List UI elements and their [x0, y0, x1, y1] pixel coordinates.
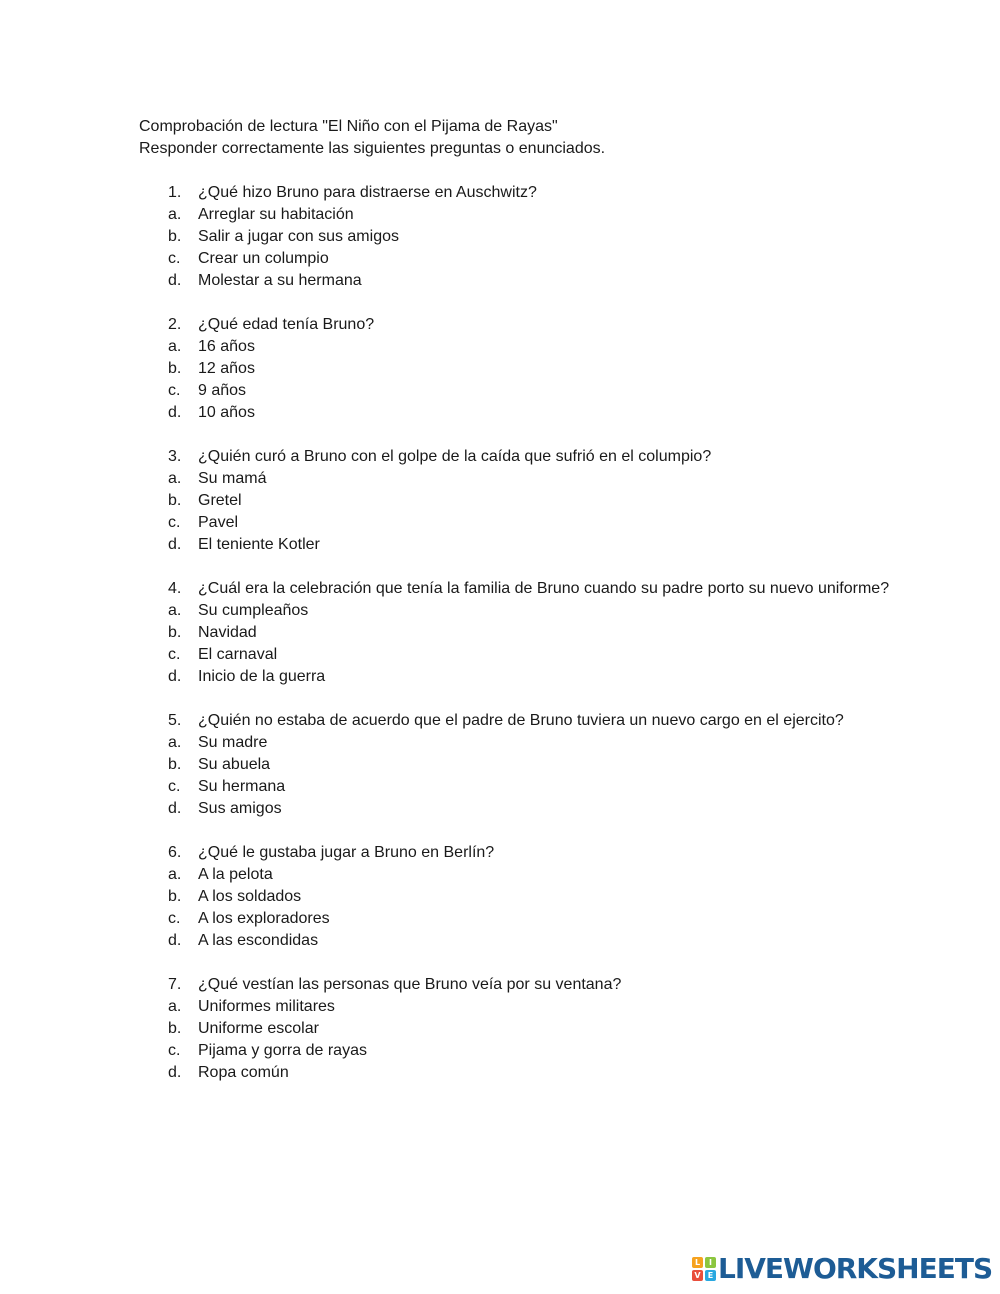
- question-block: [139, 314, 899, 424]
- question-number: 2.: [168, 316, 182, 333]
- option-letter: b.: [168, 624, 182, 641]
- option-text: Su madre: [198, 734, 268, 751]
- answer-option[interactable]: [139, 402, 899, 424]
- option-text: Su abuela: [198, 756, 271, 773]
- answer-option[interactable]: [139, 248, 899, 270]
- option-text: Molestar a su hermana: [198, 272, 362, 289]
- question-number: 4.: [168, 580, 182, 597]
- option-text: Su cumpleaños: [198, 602, 309, 619]
- answer-option[interactable]: [139, 380, 899, 402]
- question-number: 5.: [168, 712, 182, 729]
- option-text: Navidad: [198, 624, 257, 641]
- question-row: [139, 710, 899, 732]
- answer-option[interactable]: [139, 644, 899, 666]
- question-number: 3.: [168, 448, 182, 465]
- option-text: Pijama y gorra de rayas: [198, 1042, 367, 1059]
- option-letter: c.: [168, 910, 181, 927]
- liveworksheets-logo-icon: [692, 1257, 716, 1281]
- option-letter: b.: [168, 360, 182, 377]
- option-text: Uniformes militares: [198, 998, 335, 1015]
- option-text: Uniforme escolar: [198, 1020, 319, 1037]
- liveworksheets-logo: [692, 1254, 992, 1284]
- option-letter: c.: [168, 646, 181, 663]
- option-text: A los exploradores: [198, 910, 330, 927]
- question-number: 7.: [168, 976, 182, 993]
- option-letter: b.: [168, 1020, 182, 1037]
- question-number: 1.: [168, 184, 182, 201]
- question-block: [139, 710, 899, 820]
- answer-option[interactable]: [139, 666, 899, 688]
- question-row: [139, 842, 899, 864]
- option-letter: d.: [168, 932, 182, 949]
- option-letter: b.: [168, 492, 182, 509]
- question-list: [139, 182, 899, 1084]
- liveworksheets-logo-text: LIVEWORKSHEETS: [718, 1252, 993, 1285]
- answer-option[interactable]: [139, 204, 899, 226]
- option-text: Su hermana: [198, 778, 286, 795]
- answer-option[interactable]: [139, 534, 899, 556]
- question-block: [139, 842, 899, 952]
- question-row: [139, 182, 899, 204]
- option-text: Salir a jugar con sus amigos: [198, 228, 399, 245]
- option-letter: b.: [168, 228, 182, 245]
- option-text: 16 años: [198, 338, 255, 355]
- answer-option[interactable]: [139, 226, 899, 248]
- option-text: Inicio de la guerra: [198, 668, 326, 685]
- option-letter: a.: [168, 866, 182, 883]
- option-letter: a.: [168, 734, 182, 751]
- option-text: Sus amigos: [198, 800, 282, 817]
- option-text: Crear un columpio: [198, 250, 329, 267]
- answer-option[interactable]: [139, 908, 899, 930]
- option-letter: c.: [168, 1042, 181, 1059]
- answer-option[interactable]: [139, 996, 899, 1018]
- worksheet-content: [139, 116, 899, 1106]
- option-letter: d.: [168, 536, 182, 553]
- option-text: El carnaval: [198, 646, 278, 663]
- answer-option[interactable]: [139, 930, 899, 952]
- answer-option[interactable]: [139, 490, 899, 512]
- answer-option[interactable]: [139, 864, 899, 886]
- answer-option[interactable]: [139, 1062, 899, 1084]
- answer-option[interactable]: [139, 776, 899, 798]
- option-letter: a.: [168, 206, 182, 223]
- option-letter: c.: [168, 778, 181, 795]
- answer-option[interactable]: [139, 336, 899, 358]
- option-letter: b.: [168, 888, 182, 905]
- question-block: [139, 974, 899, 1084]
- option-text: 10 años: [198, 404, 255, 421]
- option-letter: a.: [168, 338, 182, 355]
- question-text: ¿Cuál era la celebración que tenía la familia de Bruno cuando su padre porto su nuevo uniforme?: [198, 580, 890, 597]
- option-text: A la pelota: [198, 866, 273, 883]
- option-text: Arreglar su habitación: [198, 206, 354, 223]
- option-text: A los soldados: [198, 888, 302, 905]
- question-block: [139, 446, 899, 556]
- answer-option[interactable]: [139, 1018, 899, 1040]
- logo-tile: E: [705, 1270, 716, 1281]
- option-text: Ropa común: [198, 1064, 289, 1081]
- question-text: ¿Qué edad tenía Bruno?: [198, 316, 375, 333]
- option-letter: a.: [168, 602, 182, 619]
- logo-tile: I: [705, 1257, 716, 1268]
- answer-option[interactable]: [139, 622, 899, 644]
- option-text: Su mamá: [198, 470, 267, 487]
- option-letter: d.: [168, 800, 182, 817]
- option-letter: d.: [168, 404, 182, 421]
- question-row: [139, 314, 899, 336]
- answer-option[interactable]: [139, 754, 899, 776]
- logo-tile: L: [692, 1257, 703, 1268]
- option-text: El teniente Kotler: [198, 536, 320, 553]
- answer-option[interactable]: [139, 798, 899, 820]
- question-row: [139, 974, 899, 996]
- option-text: Gretel: [198, 492, 242, 509]
- answer-option[interactable]: [139, 468, 899, 490]
- question-block: [139, 182, 899, 292]
- answer-option[interactable]: [139, 732, 899, 754]
- answer-option[interactable]: [139, 886, 899, 908]
- worksheet-title: Comprobación de lectura "El Niño con el Pijama de Rayas": [139, 118, 558, 135]
- option-letter: c.: [168, 382, 181, 399]
- option-text: 12 años: [198, 360, 255, 377]
- answer-option[interactable]: [139, 270, 899, 292]
- logo-tile: V: [692, 1270, 703, 1281]
- worksheet-instruction: Responder correctamente las siguientes preguntas o enunciados.: [139, 140, 606, 157]
- option-text: A las escondidas: [198, 932, 319, 949]
- answer-option[interactable]: [139, 600, 899, 622]
- question-block: [139, 578, 899, 688]
- question-row: [139, 578, 899, 600]
- question-text: ¿Quién no estaba de acuerdo que el padre de Bruno tuviera un nuevo cargo en el ejercito?: [198, 712, 844, 729]
- option-text: Pavel: [198, 514, 239, 531]
- option-letter: a.: [168, 470, 182, 487]
- option-letter: a.: [168, 998, 182, 1015]
- question-text: ¿Qué le gustaba jugar a Bruno en Berlín?: [198, 844, 495, 861]
- option-letter: d.: [168, 1064, 182, 1081]
- question-number: 6.: [168, 844, 182, 861]
- option-letter: d.: [168, 668, 182, 685]
- answer-option[interactable]: [139, 358, 899, 380]
- option-letter: b.: [168, 756, 182, 773]
- answer-option[interactable]: [139, 512, 899, 534]
- question-text: ¿Quién curó a Bruno con el golpe de la caída que sufrió en el columpio?: [198, 448, 712, 465]
- question-text: ¿Qué vestían las personas que Bruno veía por su ventana?: [198, 976, 622, 993]
- question-text: ¿Qué hizo Bruno para distraerse en Auschwitz?: [198, 184, 537, 201]
- answer-option[interactable]: [139, 1040, 899, 1062]
- option-letter: c.: [168, 250, 181, 267]
- option-letter: c.: [168, 514, 181, 531]
- option-text: 9 años: [198, 382, 247, 399]
- question-row: [139, 446, 899, 468]
- option-letter: d.: [168, 272, 182, 289]
